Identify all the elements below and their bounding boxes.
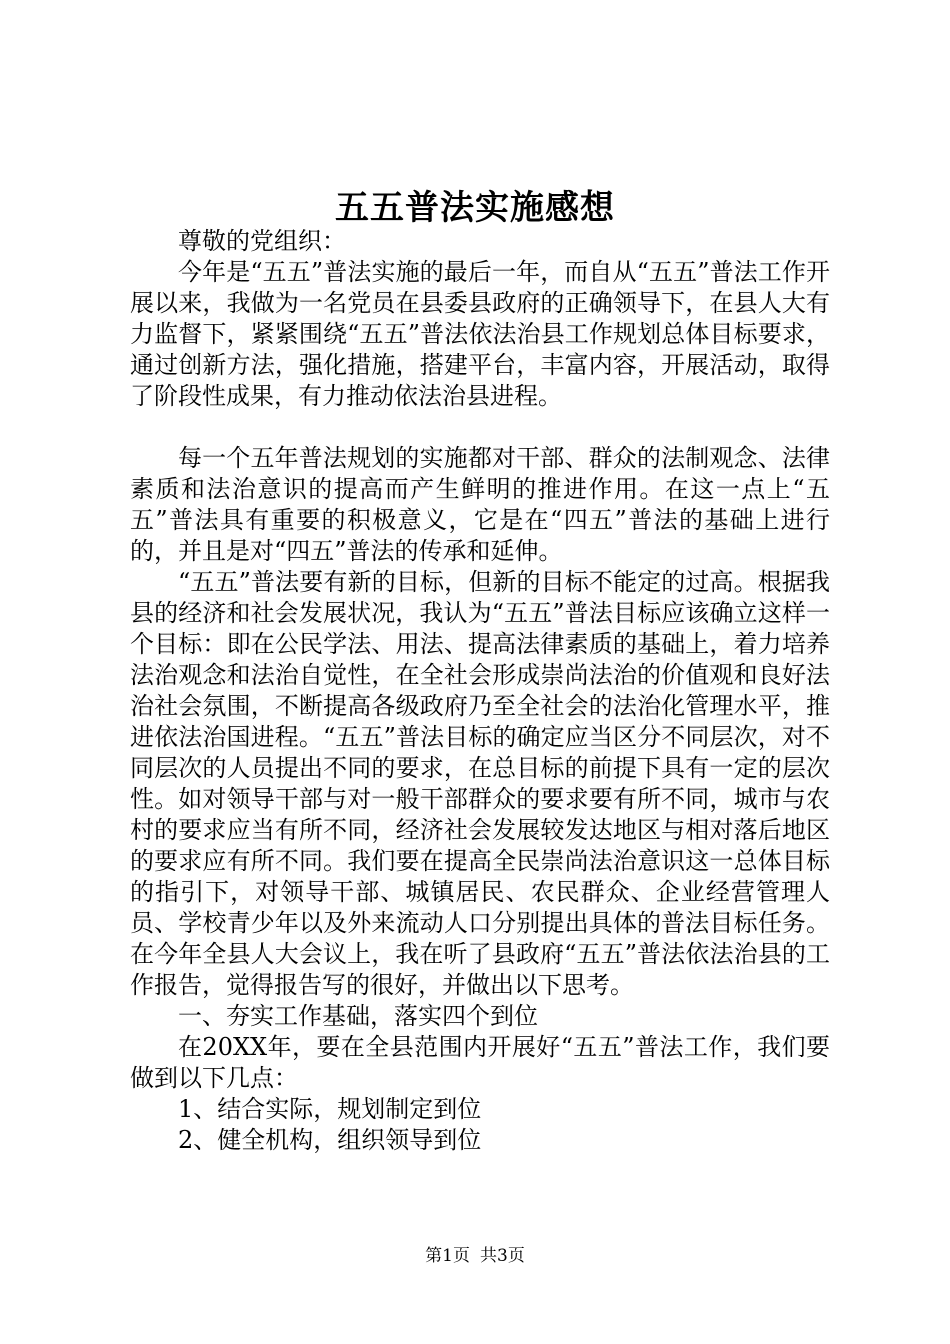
paragraph-planning: 每一个五年普法规划的实施都对干部、群众的法制观念、法律素质和法治意识的提高而产生鲜明的推进作用。在这一点上“五五”普法具有重要的积极意义，它是在“四五”普法的基础上进行的，并且是对“四五”普法的传承和延伸。 [130,444,830,565]
section-heading-1: 一、夯实工作基础，落实四个到位 [178,1002,538,1030]
document-title: 五五普法实施感想 [335,188,615,228]
page-footer [0,1244,950,1268]
page-number: 第1页 [425,1246,470,1266]
paragraph-goals: “五五”普法要有新的目标，但新的目标不能定的过高。根据我县的经济和社会发展状况，我认为“五五”普法目标应该确立这样一个目标：即在公民学法、用法、提高法律素质的基础上，着力培养法治观念和法治自觉性，在全社会形成崇尚法治的价值观和良好法治社会氛围，不断提高各级政府乃至全社会的法治化管理水平，推进依法治国进程。“五五”普法目标的确定应当区分不同层次，对不同层次的人员提出不同的要求，在总目标的前提下具有一定的层次性。如对领导干部与对一般干部群众的要求要有所不同，城市与农村的要求应当有所不同，经济社会发展较发达地区与相对落后地区的要求应有所不同。我们要在提高全民崇尚法治意识这一总体目标的指引下，对领导干部、城镇居民、农民群众、企业经营管理人员、学校青少年以及外来流动人口分别提出具体的普法目标任务。在今年全县人大会议上，我在听了县政府“五五”普法依法治县的工作报告，觉得报告写的很好，并做出以下思考。 [130,568,830,999]
document-body [130,226,830,1156]
paragraph-section-1: 在20XX年，要在全县范围内开展好“五五”普法工作，我们要做到以下几点： [130,1033,830,1092]
list-item-1: 1、结合实际，规划制定到位 [178,1095,482,1123]
salutation: 尊敬的党组织： [178,227,346,255]
list-item-2: 2、健全机构，组织领导到位 [178,1126,482,1154]
page-total: 共3页 [480,1246,525,1266]
paragraph-intro: 今年是“五五”普法实施的最后一年，而自从“五五”普法工作开展以来，我做为一名党员在县委县政府的正确领导下，在县人大有力监督下，紧紧围绕“五五”普法依法治县工作规划总体目标要求，通过创新方法，强化措施，搭建平台，丰富内容，开展活动，取得了阶段性成果，有力推动依法治县进程。 [130,258,830,410]
